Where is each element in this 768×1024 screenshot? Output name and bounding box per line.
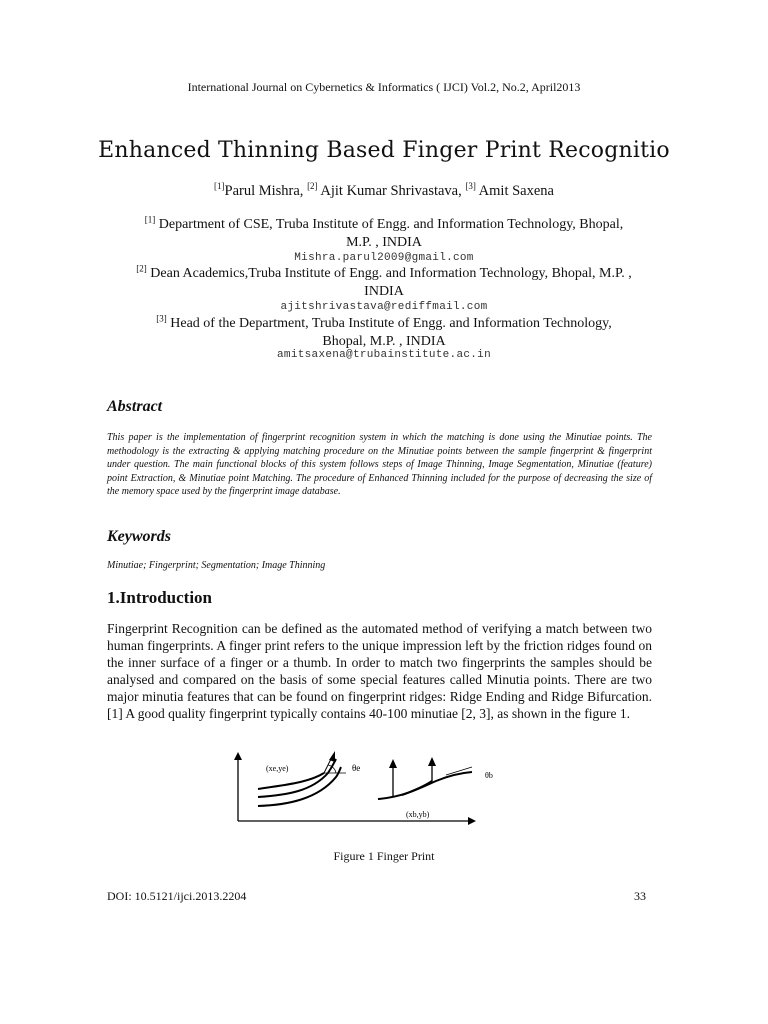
figure-y-axis-arrow bbox=[234, 752, 242, 760]
affiliation-ref: [3] bbox=[156, 313, 167, 324]
author-name: Ajit Kumar Shrivastava, bbox=[317, 183, 466, 199]
author-name: Parul Mishra, bbox=[224, 183, 308, 199]
ridge-ending-curve bbox=[258, 773, 324, 789]
finger-print-figure bbox=[228, 751, 528, 829]
page-number: 33 bbox=[634, 889, 646, 903]
ridge-ending-angle-label: θe bbox=[352, 763, 361, 773]
bifurcation-vertical-arrow bbox=[428, 757, 436, 766]
ridge-ending-coordinate-label: (xe,ye) bbox=[266, 764, 289, 773]
affiliation-2 bbox=[100, 265, 668, 301]
abstract-heading: Abstract bbox=[107, 398, 163, 415]
affiliation-line: Department of CSE, Truba Institute of Engg. and Information Technology, Bhopal, bbox=[155, 217, 624, 232]
footer-doi: DOI: 10.5121/ijci.2013.2204 bbox=[107, 889, 247, 903]
figure-caption: Figure 1 Finger Print bbox=[333, 849, 435, 863]
author-line bbox=[0, 183, 768, 200]
affiliation-line: INDIA bbox=[364, 284, 404, 299]
introduction-text: Fingerprint Recognition can be defined as the automated method of verifying a match between two human fingerprints. A finger print refers to the unique impression left by the friction ridges found on the inner surface of a finger or a thumb. In order to match two fingerprints the samples should be analysed and compared on the basis of some special features called Minutia points. There are two major minutia features that can be found on fingerprint ridges: Ridge Ending and Ridge Bifurcation. [1] A good quality fingerprint typically contains 40-100 minutiae [2, 3], as shown in the figure 1. bbox=[107, 621, 652, 721]
introduction-heading: 1.Introduction bbox=[107, 588, 213, 607]
affiliation-ref: [1] bbox=[144, 214, 156, 225]
affiliation-line: Dean Academics,Truba Institute of Engg. and Information Technology, Bhopal, M.P. , bbox=[146, 266, 632, 281]
abstract-text: This paper is the implementation of fingerprint recognition system in which the matching is done using the Minutiae points. The methodology is the extracting & applying matching procedure on the Minutiae points between the sample fingerprint & fingerprint under question. The main functional blocks of this system follows steps of Image Thinning, Image Segmentation, Minutiae (feature) point Extraction, & Minutiae point Matching. The procedure of Enhanced Thinning included for the purpose of decreasing the size of the memory space used by the fingerprint image database. bbox=[107, 432, 652, 497]
affiliation-line: M.P. , INDIA bbox=[346, 235, 422, 250]
paper-title: Enhanced Thinning Based Finger Print Recognitio bbox=[98, 138, 670, 163]
affiliation-ref: [2] bbox=[136, 263, 147, 274]
affiliation-1 bbox=[100, 216, 668, 252]
journal-header: International Journal on Cybernetics & Informatics ( IJCI) Vol.2, No.2, April2013 bbox=[187, 80, 581, 94]
email-2: ajitshrivastava@rediffmail.com bbox=[280, 301, 488, 313]
affiliation-line: Head of the Department, Truba Institute of Engg. and Information Technology, bbox=[166, 316, 612, 331]
ridge-bifurcation-coordinate-label: (xb,yb) bbox=[406, 810, 430, 819]
author-ref: [3] bbox=[465, 181, 476, 192]
author-name: Amit Saxena bbox=[475, 183, 554, 199]
email-1: Mishra.parul2009@gmail.com bbox=[294, 252, 474, 264]
ridge-bifurcation-angle-label: θb bbox=[485, 771, 493, 780]
keywords-heading: Keywords bbox=[107, 528, 171, 545]
author-ref: [2] bbox=[307, 181, 318, 192]
figure-x-axis-arrow bbox=[468, 817, 476, 825]
affiliation-3 bbox=[100, 315, 668, 351]
email-3: amitsaxena@trubainstitute.ac.in bbox=[277, 349, 491, 361]
keywords-text: Minutiae; Fingerprint; Segmentation; Image Thinning bbox=[107, 560, 326, 571]
bifurcation-vertical-arrow bbox=[389, 759, 397, 768]
author-ref: [1] bbox=[214, 181, 225, 192]
affiliation-line: Bhopal, M.P. , INDIA bbox=[322, 334, 446, 349]
ridge-curve bbox=[402, 781, 432, 795]
